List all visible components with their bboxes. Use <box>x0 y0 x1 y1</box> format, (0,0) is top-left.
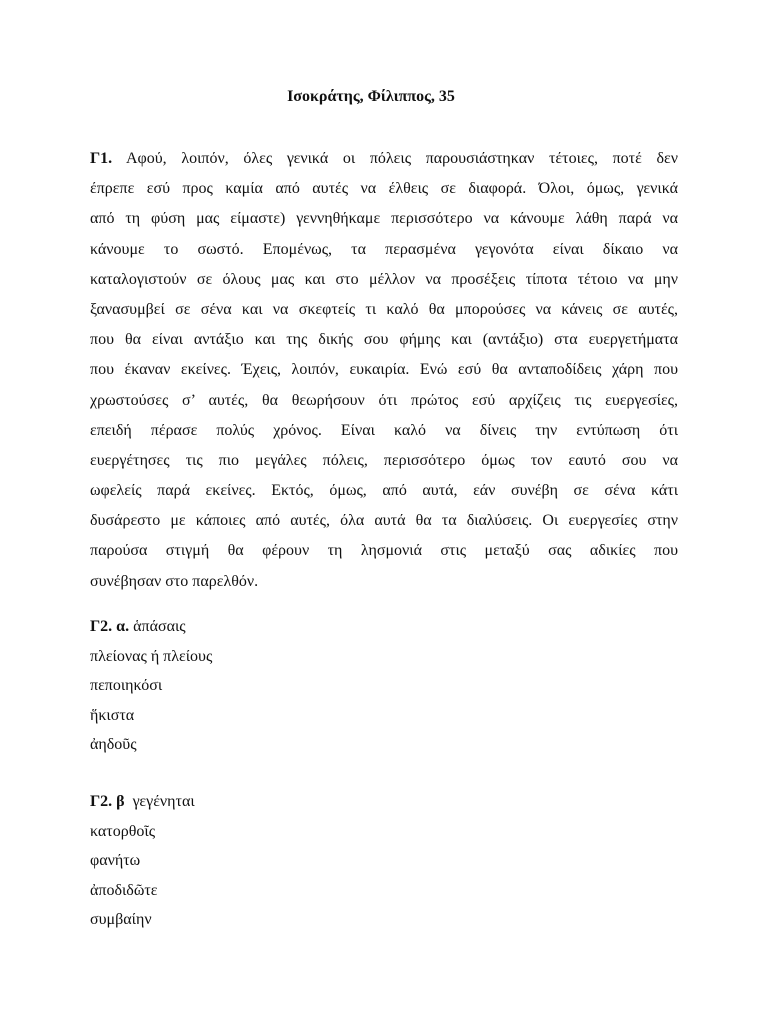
g1-line: δυσάρεστο με κάποιες από αυτές, όλα αυτά θα τα διαλύσεις. Οι ευεργεσίες στην <box>90 512 678 530</box>
list-item: συμβαίην <box>90 911 152 928</box>
list-item: ἀποδιδῶτε <box>90 881 158 899</box>
section-g1 <box>90 144 678 597</box>
g1-line: κάνουμε το σωστό. Επομένως, τα περασμένα γεγονότα είναι δίκαιο να <box>90 240 678 258</box>
g1-line: ξανασυμβεί σε σένα και να σκεφτείς τι καλό θα μπορούσες να κάνεις σε αυτές, <box>90 300 678 318</box>
g1-line: που θα είναι αντάξιο και της δικής σου φήμης και (αντάξιο) στα ευεργετήματα <box>90 331 678 349</box>
g1-line: ωφελείς παρά εκείνες. Εκτός, όμως, από αυτά, εάν συνέβη σε σένα κάτι <box>90 482 678 500</box>
g1-line: από τη φύση μας είμαστε) γεννηθήκαμε περισσότερο να κάνουμε λάθη παρά να <box>90 210 678 228</box>
g1-line: παρούσα στιγμή θα φέρουν τη λησμονιά στις μεταξύ σας αδικίες που <box>90 542 678 560</box>
document-title: Ισοκράτης, Φίλιππος, 35 <box>287 88 455 105</box>
g2a-first-word: ἁπάσαις <box>129 618 186 635</box>
g2b-heading <box>90 787 590 817</box>
g1-line <box>90 144 678 174</box>
list-item: πλείονας ή πλείους <box>90 647 213 665</box>
list-item: πεποιηκόσι <box>90 677 163 694</box>
g2b-label: Γ2. β <box>90 793 125 810</box>
section-g2a <box>90 612 590 760</box>
g1-label: Γ1. <box>90 150 113 167</box>
list-item: φανήτω <box>90 852 141 869</box>
g1-line: που έκαναν εκείνες. Έχεις, λοιπόν, ευκαιρία. Ενώ εσύ θα ανταποδίδεις χάρη που <box>90 361 678 379</box>
g2b-first-word: γεγένηται <box>124 793 195 810</box>
g1-line: χρωστούσες σ’ αυτές, θα θεωρήσουν ότι πρώτος εσύ αρχίζεις τις ευεργεσίες, <box>90 391 678 409</box>
g1-line: επειδή πέρασε πολύς χρόνος. Είναι καλό να δίνεις την εντύπωση ότι <box>90 421 678 439</box>
g2a-heading <box>90 612 590 642</box>
g1-line: συνέβησαν στο παρελθόν. <box>90 572 259 590</box>
g1-line: καταλογιστούν σε όλους μας και στο μέλλον να προσέξεις τίποτα τέτοιο να μην <box>90 270 678 288</box>
list-item: ἀηδοῦς <box>90 736 137 753</box>
list-item: κατορθοῖς <box>90 822 156 840</box>
g2a-label: Γ2. α. <box>90 618 130 635</box>
g1-line: ευεργέτησες τις πιο μεγάλες πόλεις, περισσότερο όμως τον εαυτό σου να <box>90 451 678 469</box>
list-item: ἥκιστα <box>90 706 135 724</box>
g1-line: έπρεπε εσύ προς καμία από αυτές να έλθεις σε διαφορά. Όλοι, όμως, γενικά <box>90 180 678 198</box>
section-g2b <box>90 787 590 935</box>
g1-line-text: Αφού, λοιπόν, όλες γενικά οι πόλεις παρουσιάστηκαν τέτοιες, ποτέ δεν <box>125 150 678 167</box>
